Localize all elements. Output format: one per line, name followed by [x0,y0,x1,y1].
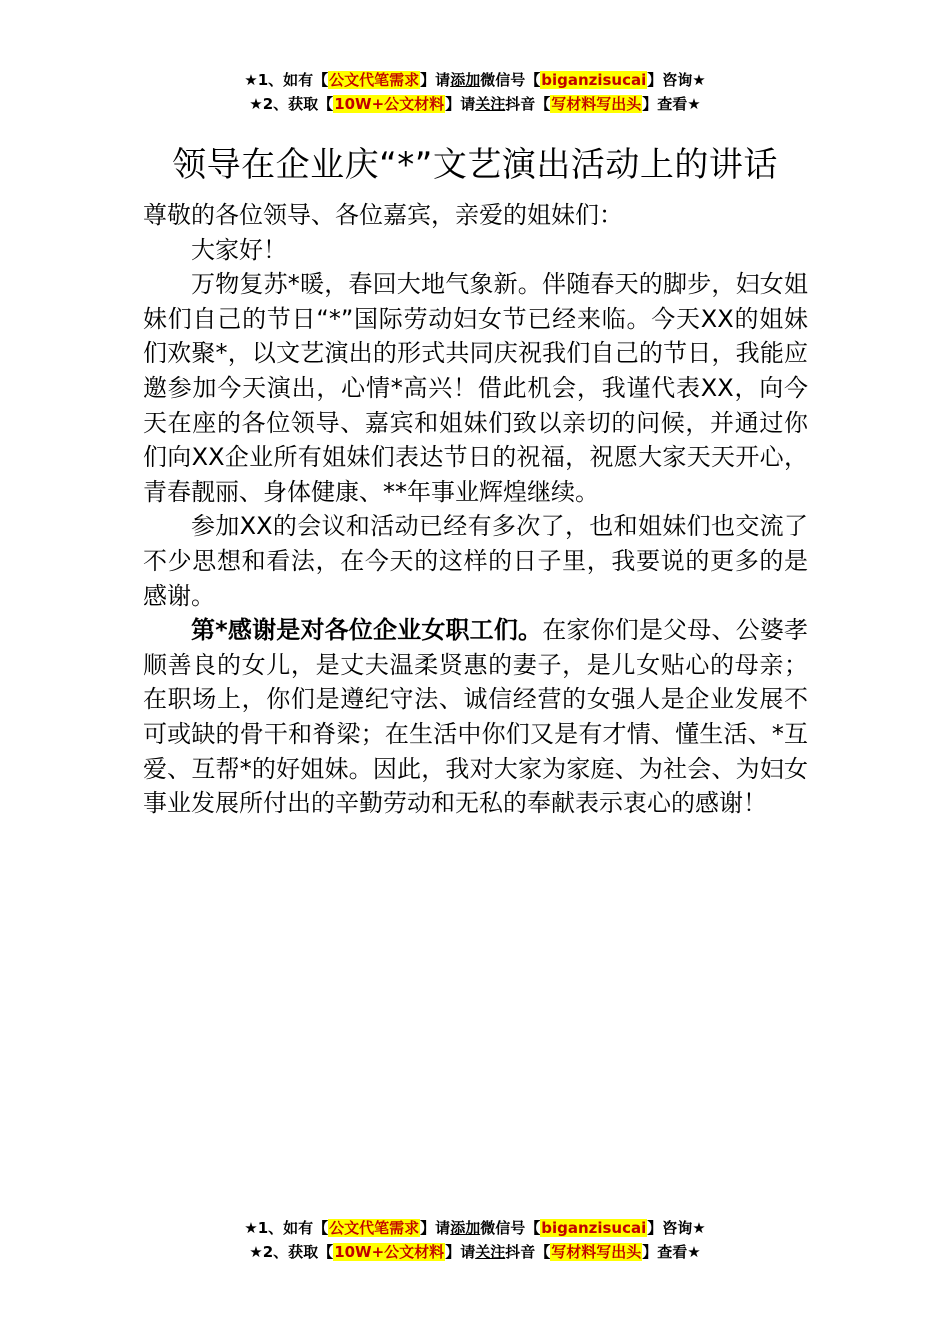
paragraph-3-rest: 在家你们是父母、公婆孝顺善良的女儿，是丈夫温柔贤惠的妻子，是儿女贴心的母亲；在职场上，你们是遵纪守法、诚信经营的女强人是企业发展不可或缺的骨干和脊梁；在生活中你们又是有才情、懂生活、*互爱、互帮*的好姐妹。因此，我对大家为家庭、为社会、为妇女事业发展所付出的辛勤劳动和无私的奉献表示衷心的感谢！ [143,616,808,818]
banner-highlight: 公文代笔需求 [329,1219,420,1237]
document-title: 领导在企业庆“*”文艺演出活动上的讲话 [172,145,778,185]
salutation: 尊敬的各位领导、各位嘉宾，亲爱的姐妹们： [143,201,623,229]
banner-line-1 [0,1216,950,1240]
banner-text: 抖音【 [505,1243,551,1261]
banner-text: 】请 [420,1219,451,1237]
banner-text: 】请 [445,1243,476,1261]
banner-text: ★1、如有【 [244,1219,329,1237]
banner-text: 微信号【 [480,71,541,89]
banner-highlight: biganzisucai [541,71,647,89]
banner-underline: 关注 [475,95,506,113]
banner-text: ★2、获取【 [249,1243,334,1261]
paragraph-3-lead: 第*感谢是对各位企业女职工们。 [191,616,543,645]
banner-highlight: 10W+公文材料 [334,1243,445,1261]
banner-text: 】请 [445,95,476,113]
banner-highlight: 写材料写出头 [551,95,642,113]
banner-underline: 添加 [450,71,481,89]
banner-text: 】请 [420,71,451,89]
banner-text: 】查看★ [642,95,701,113]
document-body [143,198,808,821]
banner-text: ★2、获取【 [249,95,334,113]
banner-text: 】咨询★ [647,71,706,89]
paragraph-1: 万物复苏*暖，春回大地气象新。伴随春天的脚步，妇女姐妹们自己的节日“*”国际劳动妇女节已经来临。今天XX的姐妹们欢聚*，以文艺演出的形式共同庆祝我们自己的节日，我能应邀参加今天演出，心情*高兴！借此机会，我谨代表XX，向今天在座的各位领导、嘉宾和姐妹们致以亲切的问候，并通过你们向XX企业所有姐妹们表达节日的祝福，祝愿大家天天开心，青春靓丽、身体健康、**年事业辉煌继续。 [143,270,808,506]
banner-underline: 关注 [475,1243,506,1261]
greeting: 大家好！ [191,235,287,264]
banner-text: 微信号【 [480,1219,541,1237]
banner-text: ★1、如有【 [244,71,329,89]
paragraph-2: 参加XX的会议和活动已经有多次了，也和姐妹们也交流了不少思想和看法，在今天的这样的日子里，我要说的更多的是感谢。 [143,512,808,610]
paragraph-3 [143,613,808,821]
banner-underline: 添加 [450,1219,481,1237]
banner-text: 】查看★ [642,1243,701,1261]
banner-highlight: 公文代笔需求 [329,71,420,89]
banner-line-1 [0,68,950,92]
bottom-banner [0,1216,950,1264]
banner-line-2 [0,1240,950,1264]
banner-line-2 [0,92,950,116]
banner-highlight: biganzisucai [541,1219,647,1237]
banner-highlight: 10W+公文材料 [334,95,445,113]
banner-text: 抖音【 [505,95,551,113]
top-banner [0,68,950,116]
banner-text: 】咨询★ [647,1219,706,1237]
banner-highlight: 写材料写出头 [551,1243,642,1261]
